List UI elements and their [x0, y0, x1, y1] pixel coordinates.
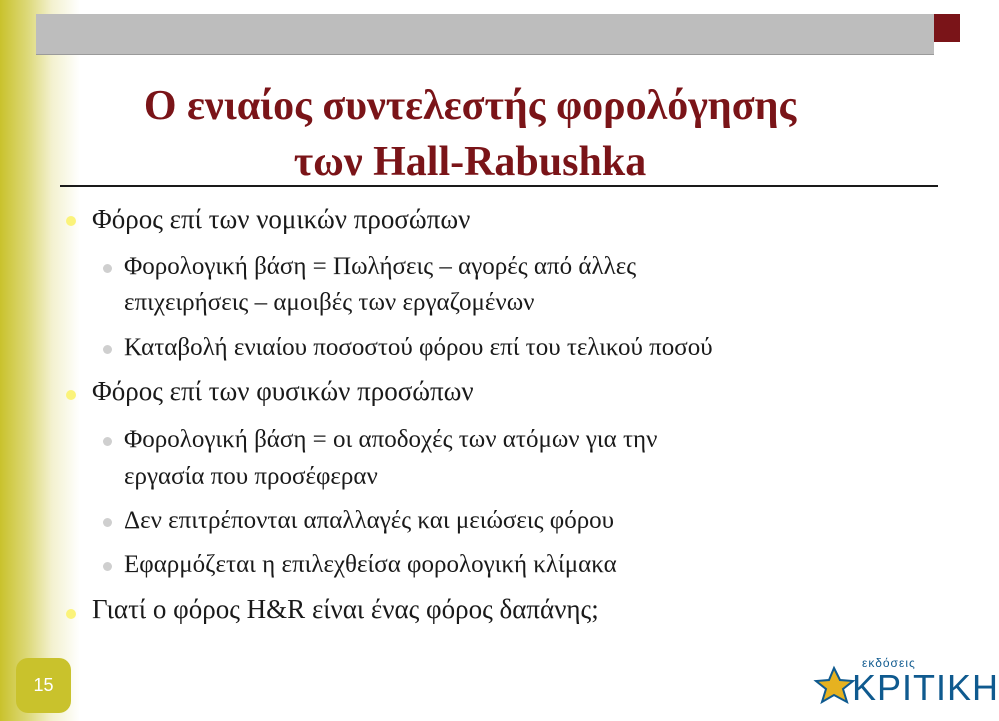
top-bar: [36, 14, 934, 55]
bullet-item: Φόρος επί των νομικών προσώπων: [92, 204, 471, 234]
sub-bullet-continuation: επιχειρήσεις – αμοιβές των εργαζομένων: [124, 289, 535, 316]
logo-small-text: εκδόσεις: [862, 656, 916, 670]
sub-bullet-item: Εφαρμόζεται η επιλεχθείσα φορολογική κλίμακα: [124, 551, 617, 578]
sub-bullet-continuation: εργασία που προσέφεραν: [124, 463, 378, 490]
page-title: [40, 78, 900, 190]
sub-bullet-dot-icon: [103, 437, 112, 446]
top-square: [934, 14, 960, 42]
sub-bullet-item: Φορολογική βάση = οι αποδοχές των ατόμων για την: [124, 426, 658, 453]
sub-bullet-item: Φορολογική βάση = Πωλήσεις – αγορές από άλλες: [124, 253, 637, 280]
logo-big-text: ΚΡΙΤΙΚΗ: [852, 667, 999, 708]
sub-bullet-dot-icon: [103, 562, 112, 571]
title-line-2: των Hall-Rabushka: [293, 139, 647, 185]
sub-bullet-dot-icon: [103, 518, 112, 527]
sub-bullet-dot-icon: [103, 345, 112, 354]
bullet-dot-icon: [66, 216, 76, 226]
bullet-dot-icon: [66, 609, 76, 619]
title-line-1: Ο ενιαίος συντελεστής φορολόγησης: [143, 83, 797, 129]
sub-bullet-dot-icon: [103, 264, 112, 273]
bullet-dot-icon: [66, 390, 76, 400]
bullet-item: Γιατί ο φόρος H&R είναι ένας φόρος δαπάνης;: [92, 594, 599, 624]
sub-bullet-item: Καταβολή ενιαίου ποσοστού φόρου επί του τελικού ποσού: [124, 334, 713, 361]
slide-number: 15: [33, 675, 54, 695]
title-divider: [60, 185, 938, 187]
slide-number-badge: [16, 658, 71, 713]
bullet-item: Φόρος επί των φυσικών προσώπων: [92, 376, 474, 406]
sub-bullet-item: Δεν επιτρέπονται απαλλαγές και μειώσεις φόρου: [124, 507, 615, 534]
